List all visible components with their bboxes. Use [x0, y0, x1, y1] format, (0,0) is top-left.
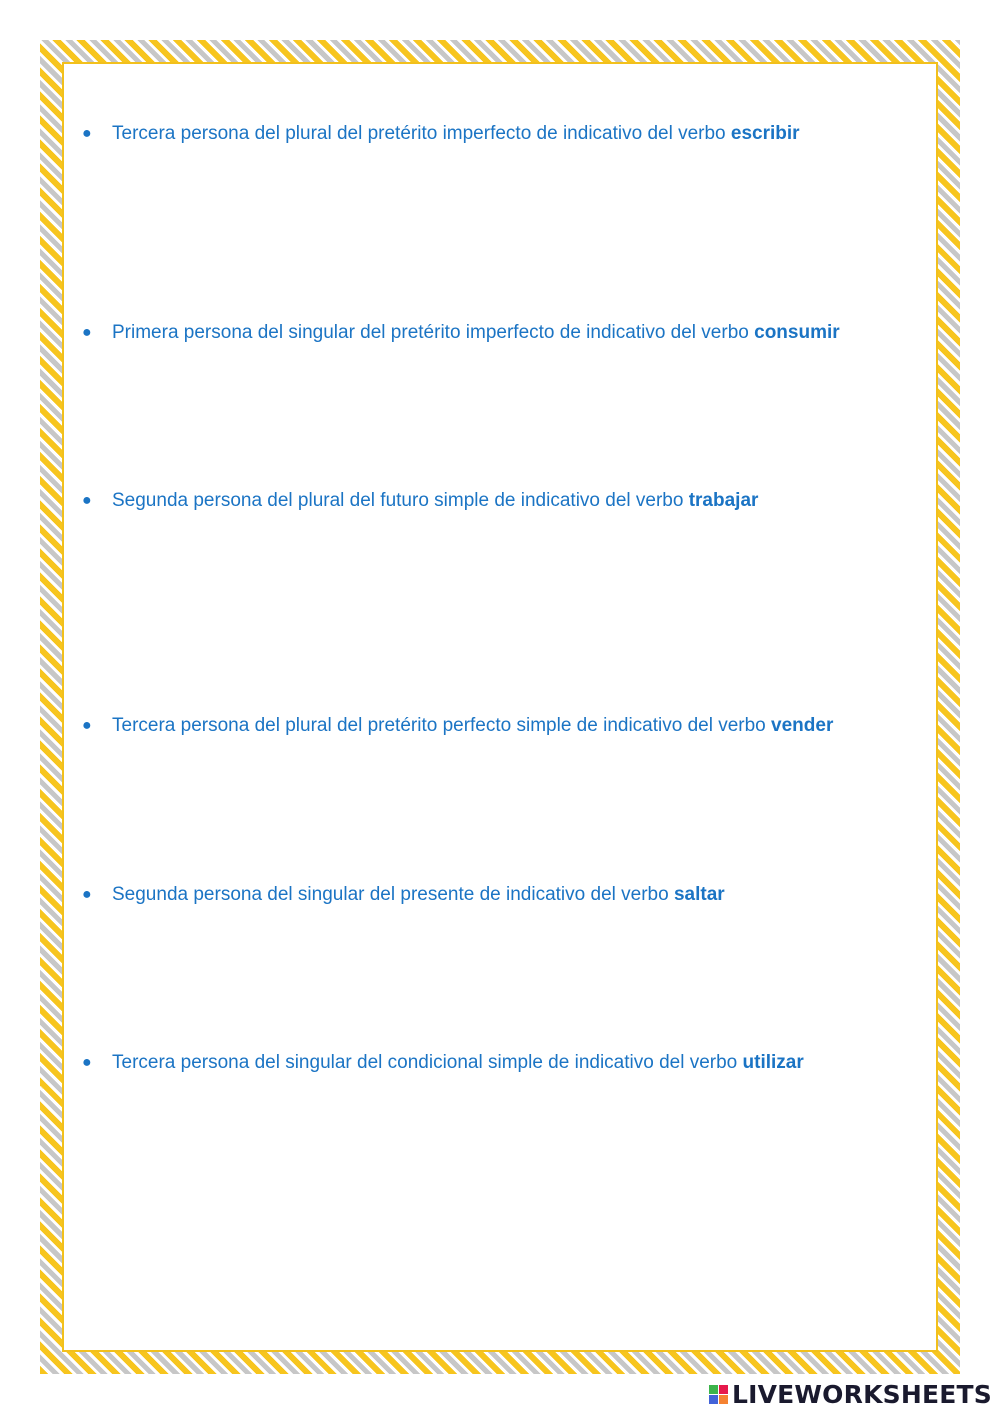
verb-name: vender	[771, 715, 834, 736]
bullet-icon: ●	[82, 324, 92, 341]
item-text: Segunda persona del singular del presente de indicativo del verbo	[112, 884, 669, 905]
bullet-icon: ●	[82, 717, 92, 734]
verb-name: trabajar	[688, 490, 759, 511]
liveworksheets-logo	[709, 1380, 992, 1409]
exercise-item-4	[82, 697, 856, 754]
exercise-item-3	[82, 472, 856, 529]
logo-mark-square	[719, 1385, 728, 1394]
item-text: Primera persona del singular del pretérito imperfecto de indicativo del verbo	[112, 322, 749, 343]
verb-name: saltar	[673, 884, 725, 905]
bullet-icon: ●	[82, 125, 92, 142]
verb-name: escribir	[730, 123, 800, 144]
logo-mark-square	[719, 1395, 728, 1404]
item-text: Tercera persona del plural del pretérito imperfecto de indicativo del verbo	[112, 123, 726, 144]
item-text: Tercera persona del singular del condicional simple de indicativo del verbo	[112, 1052, 738, 1073]
bullet-icon: ●	[82, 1054, 92, 1071]
bullet-icon: ●	[82, 886, 92, 903]
verb-name: utilizar	[742, 1052, 804, 1073]
item-text: Segunda persona del plural del futuro simple de indicativo del verbo	[112, 490, 684, 511]
exercise-item-5	[82, 866, 856, 923]
liveworksheets-mark-icon	[709, 1385, 728, 1404]
bullet-icon: ●	[82, 492, 92, 509]
logo-text: LIVEWORKSHEETS	[731, 1380, 992, 1409]
verb-name: consumir	[754, 322, 840, 343]
logo-mark-square	[709, 1385, 718, 1394]
logo-mark-square	[709, 1395, 718, 1404]
exercise-item-6	[82, 1034, 856, 1091]
exercise-item-2	[82, 304, 856, 361]
exercise-item-1	[82, 105, 856, 162]
item-text: Tercera persona del plural del pretérito perfecto simple de indicativo del verbo	[112, 715, 766, 736]
